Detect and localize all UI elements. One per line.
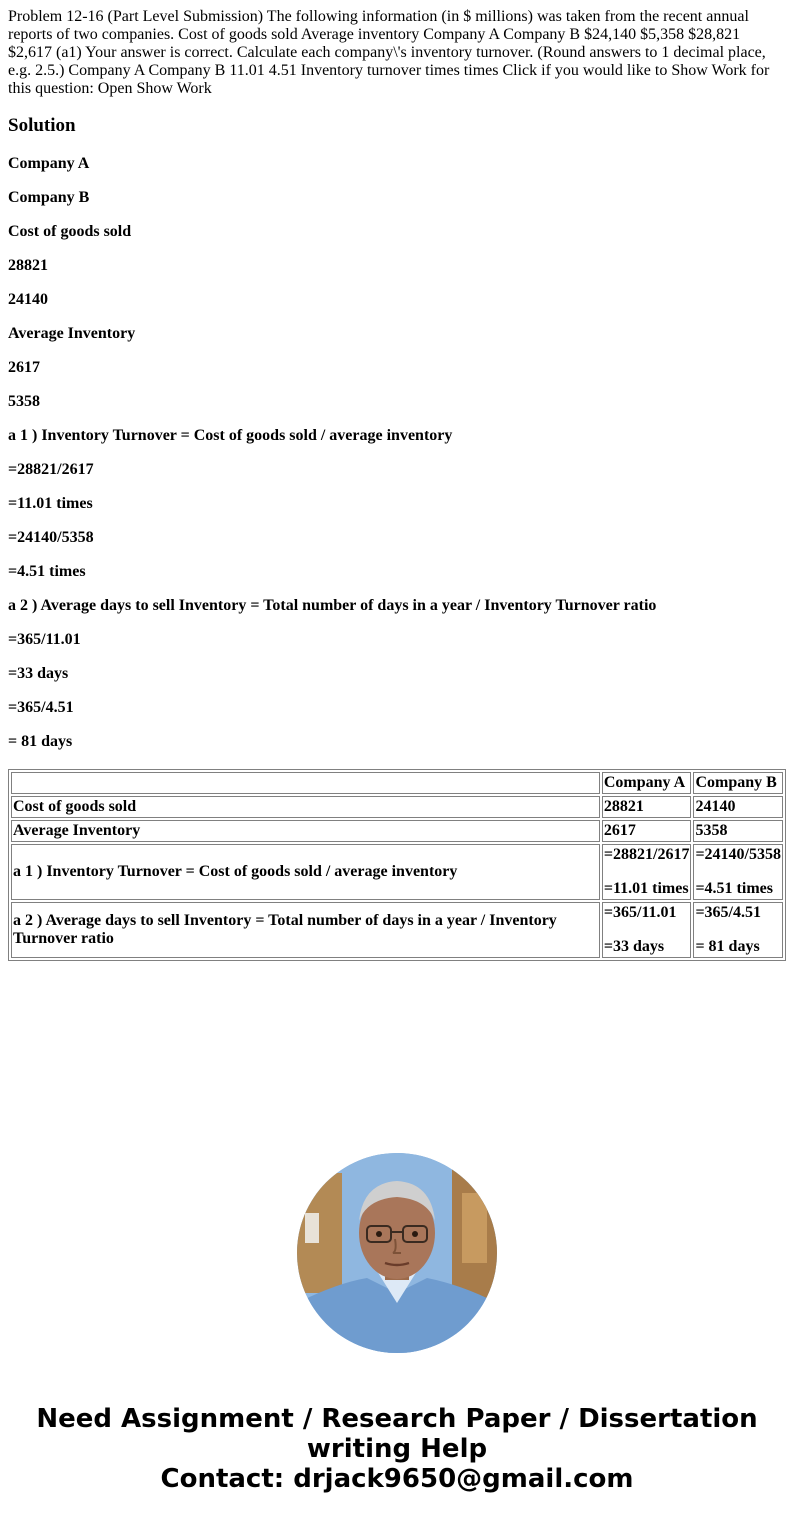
solution-line: Company B (8, 189, 90, 206)
solution-line: a 1 ) Inventory Turnover = Cost of goods sold / average inventory (8, 427, 453, 444)
row-label: a 1 ) Inventory Turnover = Cost of goods sold / average inventory (11, 844, 600, 900)
company-a-cell: 28821 (602, 796, 692, 818)
table-header-cell: Company A (602, 772, 692, 794)
result-text: = 81 days (695, 938, 760, 955)
solution-line: a 2 ) Average days to sell Inventory = Total number of days in a year / Inventory Turnover ratio (8, 597, 657, 614)
footer-line: writing Help (306, 1434, 488, 1464)
table-header-row (11, 772, 783, 794)
solution-line: Cost of goods sold (8, 223, 132, 240)
company-a-cell (602, 844, 692, 900)
table-row (11, 820, 783, 842)
table-row (11, 844, 783, 900)
formula-text: =24140/5358 (695, 846, 781, 863)
company-a-cell: 2617 (602, 820, 692, 842)
solution-line: Company A (8, 155, 90, 172)
solution-line: 2617 (8, 359, 40, 376)
table-header-cell: Company B (693, 772, 783, 794)
solution-line: =24140/5358 (8, 529, 94, 546)
author-avatar (297, 1153, 497, 1353)
company-b-cell: 5358 (693, 820, 783, 842)
row-label: a 2 ) Average days to sell Inventory = Total number of days in a year / Inventory Turnover ratio (11, 902, 600, 958)
solution-line: 5358 (8, 393, 40, 410)
document-body (8, 8, 786, 751)
footer-line: Need Assignment / Research Paper / Dissertation (36, 1404, 758, 1434)
footer-contact-line: Contact: drjack9650@gmail.com (160, 1464, 634, 1494)
company-b-cell: 24140 (693, 796, 783, 818)
solution-heading: Solution (8, 115, 76, 136)
company-a-cell (602, 902, 692, 958)
table-row (11, 902, 783, 958)
table-row (11, 796, 783, 818)
formula-text: =365/4.51 (695, 904, 761, 921)
result-text: =11.01 times (603, 880, 689, 897)
solution-line: = 81 days (8, 733, 73, 750)
formula-text: =365/11.01 (603, 904, 677, 921)
solution-line: =28821/2617 (8, 461, 94, 478)
question-text: Problem 12-16 (Part Level Submission) The following information (in $ millions) was taken from the recent annual reports of two companies. Cost of goods sold Average inventory Company A Company B $24,140 $5,358 $28,821 $2,617 (a1) Your answer is correct. Calculate each company\'s inventory turnover. (Round answers to 1 decimal place, e.g. 2.5.) Company A Company B 11.01 4.51 Inventory turnover times times Click if you would like to Show Work for this question: Open Show Work (8, 8, 770, 97)
row-label: Cost of goods sold (11, 796, 600, 818)
solution-line: =365/11.01 (8, 631, 81, 648)
table-header-cell (11, 772, 600, 794)
solution-line: =33 days (8, 665, 69, 682)
row-label: Average Inventory (11, 820, 600, 842)
formula-text: =28821/2617 (603, 846, 690, 863)
result-text: =4.51 times (695, 880, 773, 897)
company-b-cell (693, 844, 783, 900)
solution-line: =365/4.51 (8, 699, 74, 716)
summary-table (8, 769, 786, 961)
company-b-cell (693, 902, 783, 958)
solution-line: =4.51 times (8, 563, 86, 580)
contact-footer (0, 1404, 794, 1494)
solution-line: =11.01 times (8, 495, 93, 512)
result-text: =33 days (603, 938, 665, 955)
author-portrait-illustration (297, 1153, 497, 1353)
solution-line: 24140 (8, 291, 48, 308)
solution-line: Average Inventory (8, 325, 136, 342)
solution-line: 28821 (8, 257, 48, 274)
